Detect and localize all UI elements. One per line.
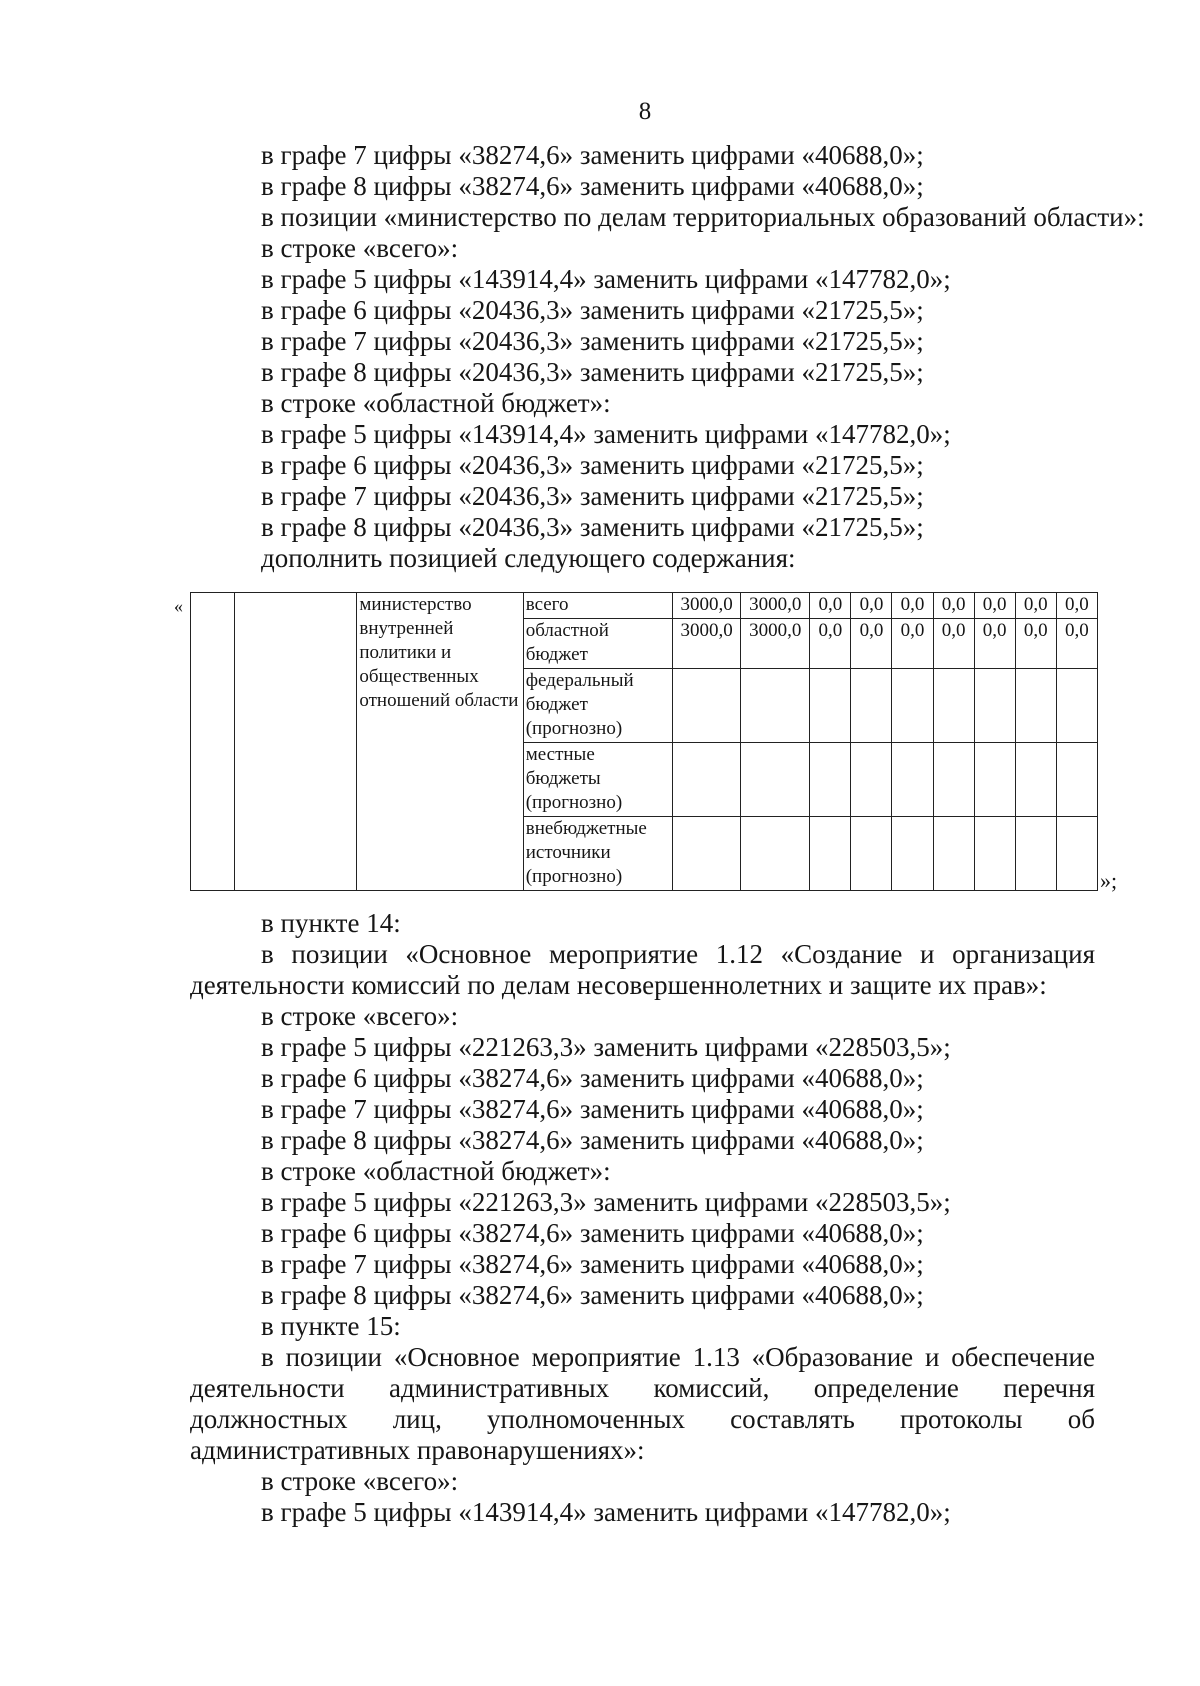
table-cell-value	[741, 743, 810, 817]
table-cell-value: 0,0	[892, 593, 933, 619]
table-cell-value	[1015, 669, 1056, 743]
text-line: в графе 5 цифры «221263,3» заменить цифрами «228503,5»;	[261, 1187, 951, 1217]
table-cell-value: 0,0	[1056, 593, 1097, 619]
text-line: в позиции «министерство по делам территориальных образований области»:	[261, 202, 1145, 232]
text-line: в графе 5 цифры «221263,3» заменить цифрами «228503,5»;	[261, 1032, 951, 1062]
table-cell-value: 0,0	[892, 619, 933, 669]
table-cell-value	[974, 669, 1015, 743]
table-cell-source: местные бюджеты (прогнозно)	[523, 743, 672, 817]
amendments-block-2	[190, 908, 1095, 1528]
table-cell-value: 0,0	[1015, 619, 1056, 669]
table-cell-value: 0,0	[933, 619, 974, 669]
table-cell-value: 0,0	[1056, 619, 1097, 669]
text-line: в графе 8 цифры «38274,6» заменить цифрами «40688,0»;	[261, 1125, 924, 1155]
table-cell-value	[892, 743, 933, 817]
text-line: в графе 8 цифры «38274,6» заменить цифрами «40688,0»;	[261, 171, 924, 201]
table-cell-value: 3000,0	[741, 593, 810, 619]
amendments-block-1	[190, 140, 1145, 574]
table-close-quote: »;	[1100, 868, 1118, 893]
text-line: в строке «всего»:	[261, 1001, 459, 1031]
text-line: в графе 7 цифры «20436,3» заменить цифрами «21725,5»;	[261, 326, 924, 356]
text-line: в графе 7 цифры «38274,6» заменить цифрами «40688,0»;	[261, 1249, 924, 1279]
text-line: в строке «всего»:	[261, 1466, 459, 1496]
table-cell-value	[851, 817, 892, 891]
table-cell-value	[933, 669, 974, 743]
position-paragraph: в позиции «Основное мероприятие 1.13 «Образование и обеспечение деятельности административных комиссий, определение перечня должностных лиц, уполномоченных составлять протоколы об административных правонарушениях»:	[190, 1342, 1095, 1465]
table-cell-value	[741, 669, 810, 743]
table-cell-value	[933, 817, 974, 891]
position-paragraph: в позиции «Основное мероприятие 1.12 «Создание и организация деятельности комиссий по делам несовершеннолетних и защите их прав»:	[190, 939, 1095, 1000]
table-cell-value	[1056, 669, 1097, 743]
table-cell-source: федеральный бюджет (прогнозно)	[523, 669, 672, 743]
table-cell-value	[673, 743, 741, 817]
table-cell-value	[851, 743, 892, 817]
text-line: в графе 7 цифры «20436,3» заменить цифрами «21725,5»;	[261, 481, 924, 511]
table-cell-value	[673, 669, 741, 743]
table-cell-source: всего	[523, 593, 672, 619]
table-open-quote: «	[174, 596, 183, 616]
table-cell-value	[1056, 817, 1097, 891]
text-line: в графе 5 цифры «143914,4» заменить цифрами «147782,0»;	[261, 419, 951, 449]
table-cell-value	[892, 817, 933, 891]
table-cell-value	[933, 743, 974, 817]
table-cell-name	[235, 593, 357, 891]
table-cell-value	[851, 669, 892, 743]
table-cell-value	[810, 817, 851, 891]
text-line: в строке «всего»:	[261, 233, 459, 263]
inserted-position-table	[190, 592, 1098, 891]
text-line: в графе 6 цифры «20436,3» заменить цифрами «21725,5»;	[261, 295, 924, 325]
table-cell-value	[810, 743, 851, 817]
text-line: в строке «областной бюджет»:	[261, 1156, 611, 1186]
table-cell-value: 3000,0	[741, 619, 810, 669]
text-line: в графе 7 цифры «38274,6» заменить цифрами «40688,0»;	[261, 1094, 924, 1124]
table-cell-value: 0,0	[974, 593, 1015, 619]
table-cell-value	[974, 743, 1015, 817]
table-cell-value: 0,0	[851, 619, 892, 669]
table-cell-value	[1015, 743, 1056, 817]
table-cell-value	[974, 817, 1015, 891]
text-line: в графе 5 цифры «143914,4» заменить цифрами «147782,0»;	[261, 264, 951, 294]
text-line: в графе 6 цифры «20436,3» заменить цифрами «21725,5»;	[261, 450, 924, 480]
text-line: в графе 5 цифры «143914,4» заменить цифрами «147782,0»;	[261, 1497, 951, 1527]
table-cell-value	[810, 669, 851, 743]
table-cell-value: 0,0	[810, 593, 851, 619]
text-line: дополнить позицией следующего содержания:	[261, 543, 796, 573]
table-cell-executor: министерство внутренней политики и общественных отношений области	[357, 593, 523, 891]
table-cell-value: 0,0	[933, 593, 974, 619]
text-line: в графе 7 цифры «38274,6» заменить цифрами «40688,0»;	[261, 140, 924, 170]
text-line: в графе 6 цифры «38274,6» заменить цифрами «40688,0»;	[261, 1218, 924, 1248]
text-line: в строке «областной бюджет»:	[261, 388, 611, 418]
text-line: в пункте 15:	[261, 1311, 401, 1341]
table-cell-value: 3000,0	[673, 619, 741, 669]
page-number: 8	[638, 98, 652, 125]
text-line: в графе 8 цифры «20436,3» заменить цифрами «21725,5»;	[261, 512, 924, 542]
table-cell-value	[1015, 817, 1056, 891]
table-cell-source: областной бюджет	[523, 619, 672, 669]
table-cell-value: 0,0	[1015, 593, 1056, 619]
table-cell-value	[673, 817, 741, 891]
text-line: в графе 8 цифры «38274,6» заменить цифрами «40688,0»;	[261, 1280, 924, 1310]
table-cell-value	[1056, 743, 1097, 817]
table-row	[191, 593, 1098, 619]
table-cell-value: 0,0	[810, 619, 851, 669]
table-cell-value	[741, 817, 810, 891]
text-line: в графе 6 цифры «38274,6» заменить цифрами «40688,0»;	[261, 1063, 924, 1093]
table-cell-source: внебюджетные источники (прогнозно)	[523, 817, 672, 891]
table-cell-number	[191, 593, 235, 891]
text-line: в пункте 14:	[261, 908, 401, 938]
table-cell-value: 3000,0	[673, 593, 741, 619]
table-cell-value: 0,0	[974, 619, 1015, 669]
table-cell-value: 0,0	[851, 593, 892, 619]
table-cell-value	[892, 669, 933, 743]
text-line: в графе 8 цифры «20436,3» заменить цифрами «21725,5»;	[261, 357, 924, 387]
